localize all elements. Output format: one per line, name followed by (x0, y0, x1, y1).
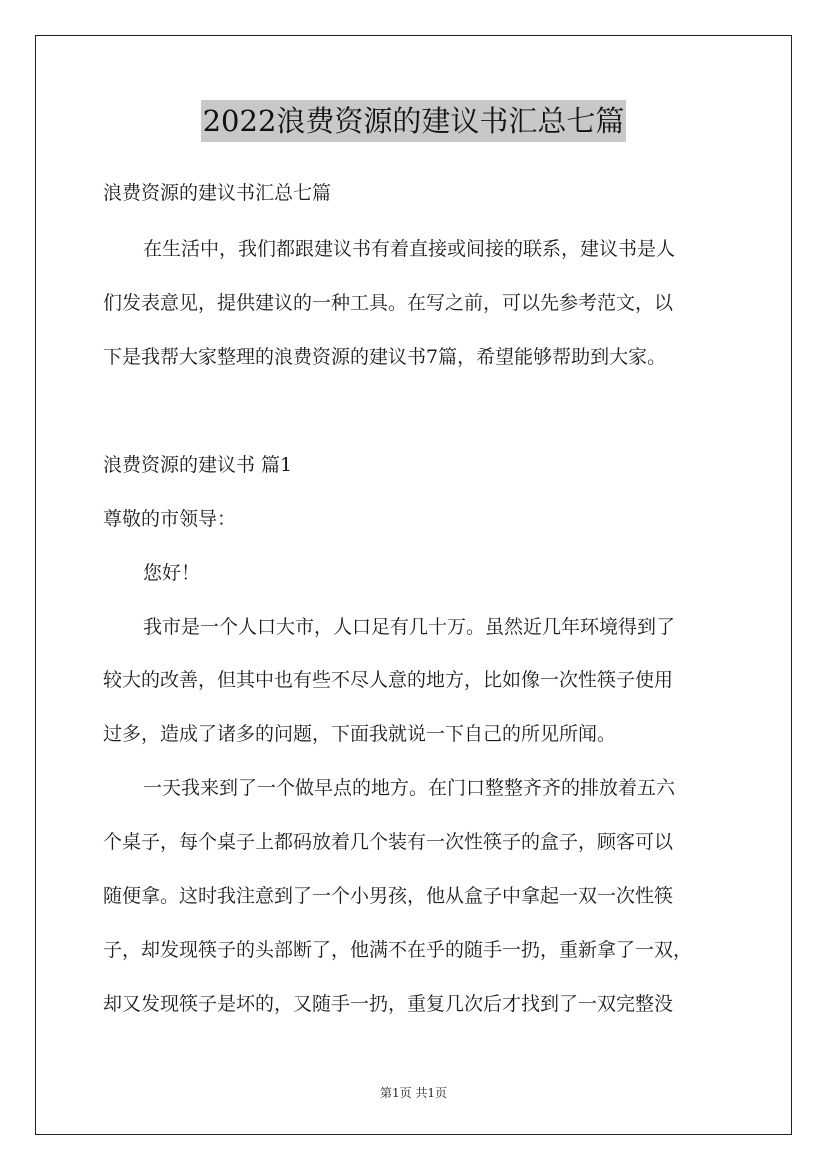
para1-line-1: 我市是一个人口大市，人口足有几十万。虽然近几年环境得到了 (143, 616, 676, 638)
para1-line-3: 过多，造成了诸多的问题，下面我就说一下自己的所见所闻。 (103, 723, 617, 745)
para1-line-2: 较大的改善，但其中也有些不尽人意的地方，比如像一次性筷子使用 (103, 669, 674, 691)
intro-line-1: 在生活中，我们都跟建议书有着直接或间接的联系，建议书是人 (143, 238, 676, 260)
para2-line-4: 子，却发现筷子的头部断了，他满不在乎的随手一扔，重新拿了一双， (103, 939, 693, 961)
para2-line-3: 随便拿。这时我注意到了一个小男孩，他从盒子中拿起一双一次性筷 (103, 885, 674, 907)
title-container (0, 100, 827, 142)
intro-line-3: 下是我帮大家整理的浪费资源的建议书7篇，希望能够帮助到大家。 (103, 346, 667, 368)
para2-line-1: 一天我来到了一个做早点的地方。在门口整整齐齐的排放着五六 (143, 777, 676, 799)
page-footer: 第1页 共1页 (379, 1086, 448, 1100)
salutation: 尊敬的市领导： (103, 508, 237, 530)
intro-line-2: 们发表意见，提供建议的一种工具。在写之前，可以先参考范文，以 (103, 292, 674, 314)
para2-line-2: 个桌子，每个桌子上都码放着几个装有一次性筷子的盒子，顾客可以 (103, 831, 674, 853)
document-title: 2022浪费资源的建议书汇总七篇 (201, 100, 627, 142)
para2-line-5: 却又发现筷子是坏的，又随手一扔，重复几次后才找到了一双完整没 (103, 993, 674, 1015)
section-heading: 浪费资源的建议书 篇1 (103, 454, 293, 476)
document-subtitle: 浪费资源的建议书汇总七篇 (103, 182, 332, 204)
greeting: 您好！ (143, 562, 201, 584)
